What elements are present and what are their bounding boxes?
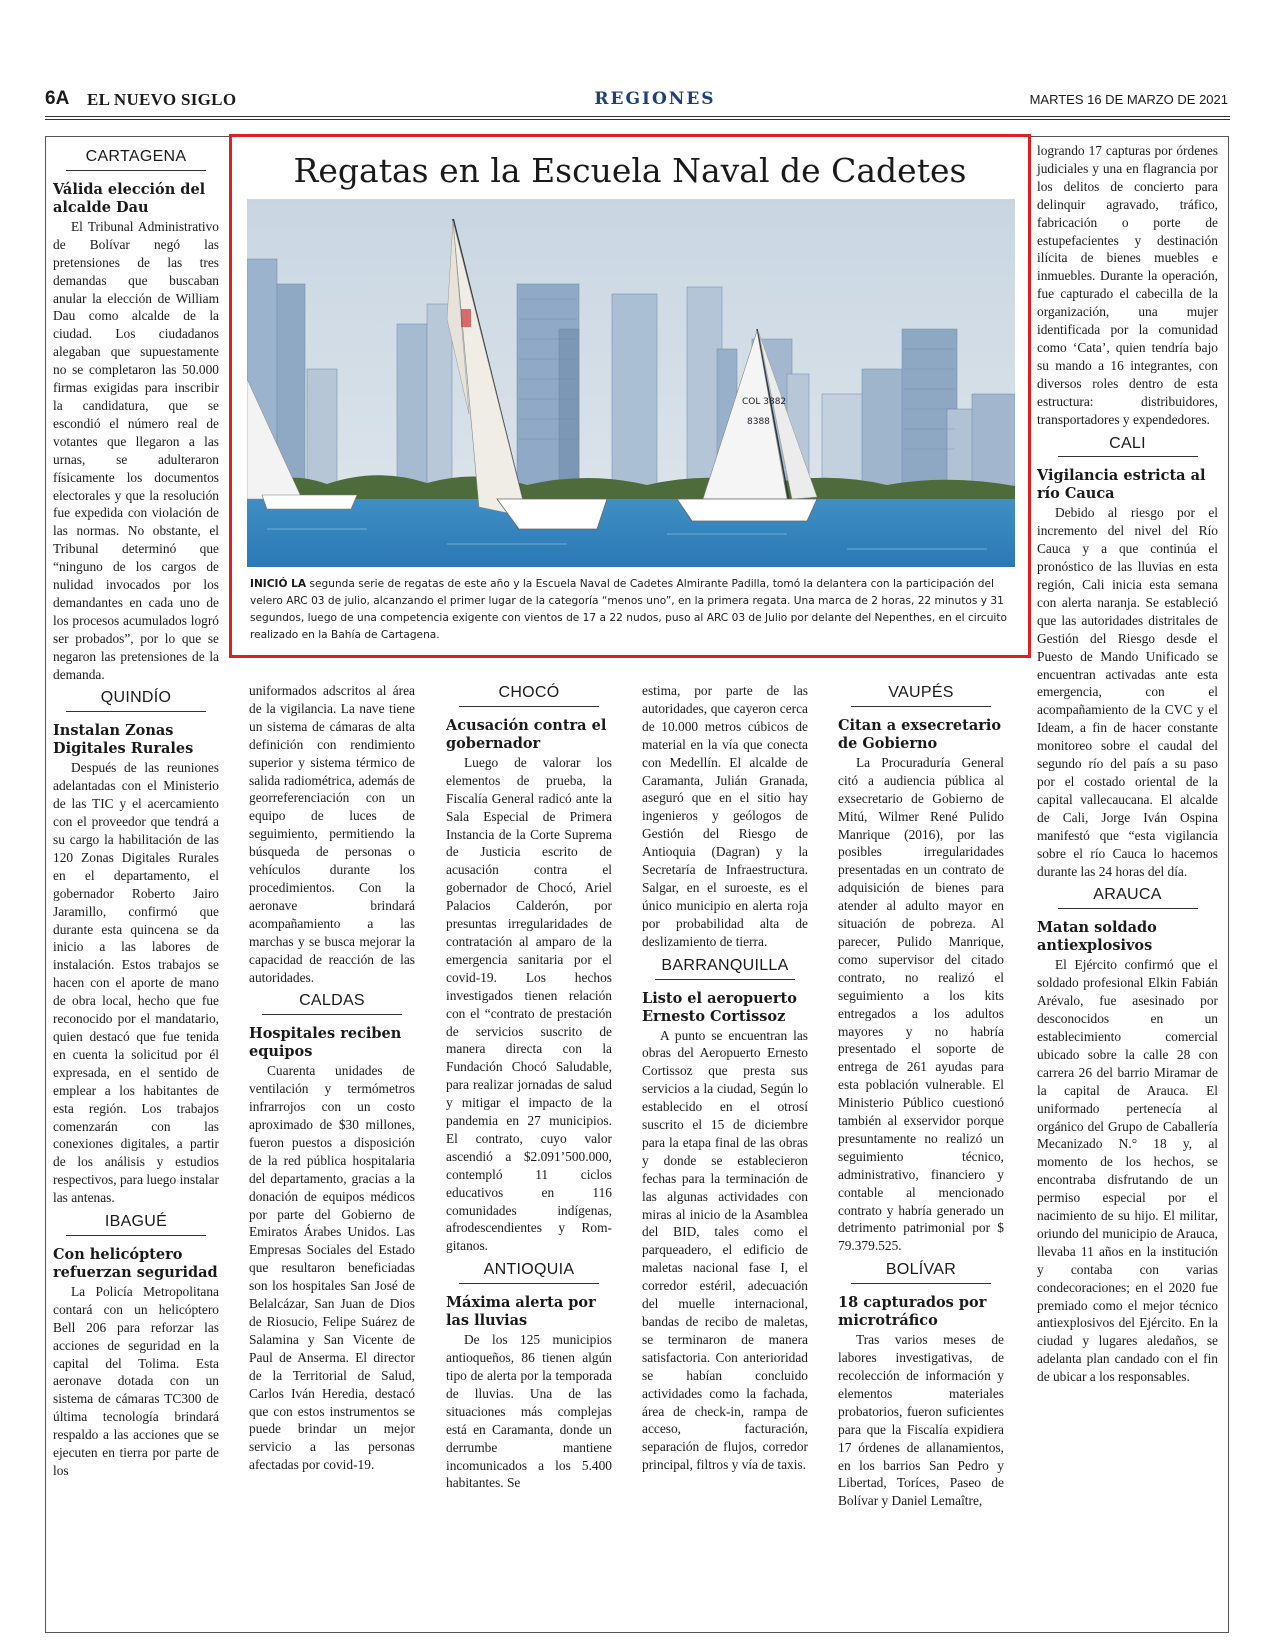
section-label-cartagena: CARTAGENA (66, 148, 206, 171)
article-barranquilla: A punto se encuentran las obras del Aeropuerto Ernesto Cortissoz que presta sus servicios a la ciudad, Según lo establecido en el otrosí suscrito el 15 de diciembre para la etapa final de las obras y donde se establecieron fechas para la terminación de las algunas actividades con miras al inicio de la Asamblea del BID, tales como el parqueadero, el edificio de maletas nacional fase I, el corredor estéril, adecuación del muelle internacional, bandas de recibo de maletas, se terminaron de manera satisfactoria. Con anterioridad se habían concluido actividades como la fachada, área de check-in, rampa de acceso, facturación, separación de flujos, corredor principal, filtros y vía de taxis. (642, 1027, 808, 1473)
headline-arauca: Matan soldado antiexplosivos (1037, 919, 1157, 955)
column-1 (53, 142, 219, 1480)
headline-choco: Acusación contra el gobernador (446, 716, 607, 752)
headline-antioquia: Máxima alerta por las lluvias (446, 1294, 596, 1330)
photo-title: Regatas en la Escuela Naval de Cadetes (293, 151, 967, 190)
headline-caldas: Hospitales reciben equipos (249, 1025, 402, 1061)
article-antioquia: De los 125 municipios antioqueños, 86 tienen algún tipo de alerta por la temporada de lluvias. Una de las situaciones más complejas está en Caramanta, donde un derrumbe mantiene incomunicados a los 5.400 habitantes. Se (446, 1332, 612, 1491)
section-label-barranquilla: BARRANQUILLA (655, 957, 795, 980)
article-arauca: El Ejército confirmó que el soldado profesional Elkin Fabián Arévalo, fue asesinado por desconocidos en un establecimiento comercial ubicado sobre la calle 28 con carrera 26 del barrio Miramar de la capital de Arauca. El uniformado pertenecía al orgánico del Grupo de Caballería Mecanizado N.° 18 y, al momento de los hechos, se encontraba disfrutando de un permiso especial por el nacimiento de su hijo. El militar, oriundo del municipio de Arauca, llevaba 11 años en la institución y contaba con varias condecoraciones; en el 2020 fue premiado como el mejor técnico antiexplosivos del Ejército. En la ciudad y lugares aledaños, se adelanta plan candado con el fin de ubicar a los responsables. (1037, 957, 1218, 1385)
sail-number-col: COL 3882 (742, 397, 787, 407)
section-label-cali: CALI (1058, 435, 1198, 458)
article-quindio: Después de las reuniones adelantadas con el Ministerio de las TIC y el acercamiento con el proveedor que tendrá a su cargo la habilitación de las 120 Zonas Digitales Rurales en el departamento, el gobernador Roberto Jairo Jaramillo, confirmó que durante esta quincena se da inicio a las labores de instalación. Estos trabajos se hacen con el aporte de mano de obra local, hecho que fue reconocido por el mandatario, quien destacó que fue tenida en cuenta la solicitud por él expresada, en el sentido de emplear a los habitantes de esta región. Los trabajos comenzarán con las conexiones digitales, a partir de los análisis y estudios respectivos, para luego instalar las antenas. (53, 760, 219, 1206)
issue-date: MARTES 16 DE MARZO DE 2021 (1029, 92, 1228, 107)
section-label-vaupes: VAUPÉS (851, 684, 991, 707)
section-label-quindio: QUINDÍO (66, 689, 206, 712)
section-label-ibague: IBAGUÉ (66, 1213, 206, 1236)
regatta-photo (247, 199, 1015, 567)
article-choco: Luego de valorar los elementos de prueba, la Fiscalía General radicó ante la Sala Especial de Primera Instancia de la Corte Suprema de Justicia escrito de acusación contra el gobernador de Chocó, Ariel Palacios Calderón, por presuntas irregularidades de contratación al amparo de la emergencia sanitaria por el covid-19. Los hechos investigados tienen relación con el “contrato de prestación de servicios suscrito de manera directa con la Fundación Chocó Saludable, para realizar jornadas de salud y mitigar el impacto de la pandemia en 27 municipios. El contrato, cuyo valor ascendió a $2.091’500.000, contempló 11 ciclos educativos en 116 comunidades indígenas, afrodescendientes y Rom-gitanos. (446, 754, 612, 1254)
page-header (45, 88, 1230, 114)
newspaper-logo: EL NUEVO SIGLO (87, 90, 237, 109)
section-label-arauca: ARAUCA (1058, 886, 1198, 909)
caption-lead: INICIÓ LA (250, 578, 307, 590)
column-3 (446, 678, 612, 1492)
caption-text: segunda serie de regatas de este año y la Escuela Naval de Cadetes Almirante Padilla, tomó la delantera con la participación del velero ARC 03 de julio, alcanzando el primer lugar de la categoría “menos uno”, en la primera regata. Una marca de 2 horas, 22 minutos y 31 segundos, luego de una competencia exigente con vientos de 17 a 22 nudos, puso al ARC 03 de Julio por delante del Nepenthes, en el circuito realizado en la Bahía de Cartagena. (250, 578, 1007, 641)
headline-cartagena: Válida elección del alcalde Dau (53, 180, 206, 216)
article-ibague-continued: uniformados adscritos al área de la vigilancia. La nave tiene un sistema de cámaras de alta definición con rendimiento superior y sistema térmico de salida radiométrica, además de georreferenciación con un equipo de luces de seguimiento, permitiendo la búsqueda de personas o vehículos durante los procedimientos. Con la aeronave brindará acompañamiento a las marchas y se busca mejorar la capacidad de reacción de las autoridades. (249, 683, 415, 985)
section-label-antioquia: ANTIOQUIA (459, 1261, 599, 1284)
headline-bolivar: 18 capturados por microtráfico (838, 1294, 987, 1330)
column-2 (249, 682, 415, 1474)
headline-cali: Vigilancia estricta al río Cauca (1037, 467, 1206, 503)
headline-vaupes: Citan a exsecretario de Gobierno (838, 716, 1002, 752)
column-4 (642, 682, 808, 1474)
regatta-illustration (247, 199, 1015, 567)
article-cartagena: El Tribunal Administrativo de Bolívar negó las pretensiones de las tres demandas que buscaban anular la elección de William Dau como alcalde de la ciudad. Los ciudadanos alegaban que supuestamente no se completaron las 50.000 firmas exigidas para inscribir la candidatura, que se escondió el número real de votantes que llegaron a las urnas, se adulteraron físicamente los documentos electorales y que la resolución fue expedida con violación de las normas. No obstante, el Tribunal determinó que “ninguno de los cargos de nulidad invocados por los demandantes en cada uno de los procesos acumulados logró ser probados”, por lo que se negaron las pretensiones de la demanda. (53, 218, 219, 682)
article-antioquia-continued: estima, por parte de las autoridades, que cayeron cerca de 10.000 metros cúbicos de material en la vía que conecta con Medellín. El alcalde de Caramanta, Julián Granada, aseguró que en el sitio hay ingenieros y geólogos de Gestión del Riesgo de Antioquia (Dagran) y la Secretaría de Infraestructura. Salgar, en el suroeste, es el único municipio en alerta roja por probabilidad alta de deslizamiento de tierra. (642, 683, 808, 949)
article-vaupes: La Procuraduría General citó a audiencia pública al exsecretario de Gobierno de Mitú, Wilmer René Pulido Manrique (2016), por las posibles irregularidades presentadas en un contrato de adquisición de bienes para atender al adulto mayor en situación de pobreza. Al parecer, Pulido Manrique, como supervisor del citado contrato, no realizó el seguimiento a los kits entregados a los adultos mayores y no habría presentado el soporte de entrega de 261 ayudas para esta población vulnerable. El Ministerio Público cuestionó también al exservidor porque presuntamente no realizó un seguimiento técnico, administrativo, financiero y contable al mencionado contrato y habría generado un detrimento patrimonial por $ 79.379.525. (838, 754, 1004, 1254)
headline-quindio: Instalan Zonas Digitales Rurales (53, 722, 194, 758)
sail-number-second: 8388 (747, 417, 770, 427)
section-label-bolivar: BOLÍVAR (851, 1261, 991, 1284)
article-caldas: Cuarenta unidades de ventilación y termómetros infrarrojos con un costo aproximado de $30 millones, fueron puestos a disposición de la red pública hospitalaria del departamento, gracias a la donación de equipos médicos por parte del Gobierno de Emiratos Árabes Unidos. Las Empresas Sociales del Estado que resultaron beneficiadas son los hospitales San José de Belalcázar, San Juan de Dios de Riosucio, Felipe Suárez de Salamina y San Vicente de Paul de Anserma. El director de la Territorial de Salud, Carlos Iván Heredia, destacó que con estos instrumentos se puede brindar un mejor servicio a las personas afectadas por covid-19. (249, 1063, 415, 1473)
featured-photo-box (229, 134, 1031, 658)
header-rule (45, 116, 1230, 117)
column-5 (838, 678, 1004, 1510)
header-rule-second (45, 119, 1230, 120)
section-label-choco: CHOCÓ (459, 684, 599, 707)
section-label-caldas: CALDAS (262, 992, 402, 1015)
article-ibague: La Policía Metropolitana contará con un helicóptero Bell 206 para reforzar las acciones de seguridad en la capital del Tolima. Esta aeronave dotada con un sistema de cámaras TC300 de última tecnología brindará respaldo a las acciones que se ejecuten en tierra por parte de los (53, 1283, 219, 1478)
article-bolivar-continued: logrando 17 capturas por órdenes judiciales y una en flagrancia por los delitos de concierto para delinquir agravado, tráfico, fabricación o porte de estupefacientes y destinación ilícita de bienes muebles e inmuebles. Durante la operación, fue capturado el cabecilla de la organización, una mujer identificada por la comunidad como ‘Cata’, quien tendría bajo su mando a 16 integrantes, con diversos roles dentro de esta estructura: distribuidores, transportadores y expendedores. (1037, 143, 1218, 427)
photo-caption (250, 576, 1012, 644)
column-6 (1037, 142, 1218, 1386)
article-bolivar: Tras varios meses de labores investigativas, de recolección de información y elementos materiales probatorios, fueron suficientes para que la Fiscalía expidiera 17 órdenes de allanamientos, en los barrios San Pedro y Libertad, Toríces, Paseo de Bolívar y Daniel Lemaître, (838, 1332, 1004, 1509)
page-number: 6A (45, 88, 70, 109)
section-name: REGIONES (594, 89, 716, 109)
headline-ibague: Con helicóptero refuerzan seguridad (53, 1245, 218, 1281)
headline-barranquilla: Listo el aeropuerto Ernesto Cortissoz (642, 989, 797, 1025)
article-cali: Debido al riesgo por el incremento del nivel del Río Cauca y a que continúa el pronóstico de las lluvias en esta región, Cali inicia esta semana con alerta naranja. Se estableció que las autoridades distritales de Gestión del Riesgo desde el Puesto de Mando Unificado se encuentran activadas ante esta emergencia, con el acompañamiento de la CVC y el Ideam, a fin de hacer constante monitoreo sobre el caudal del segundo río del país a su paso por el costado oriental de la capital vallecaucana. El alcalde de Cali, Jorge Iván Ospina manifestó que “esta vigilancia sobre el río Cauca lo hacemos durante las 24 horas del día. (1037, 505, 1218, 879)
